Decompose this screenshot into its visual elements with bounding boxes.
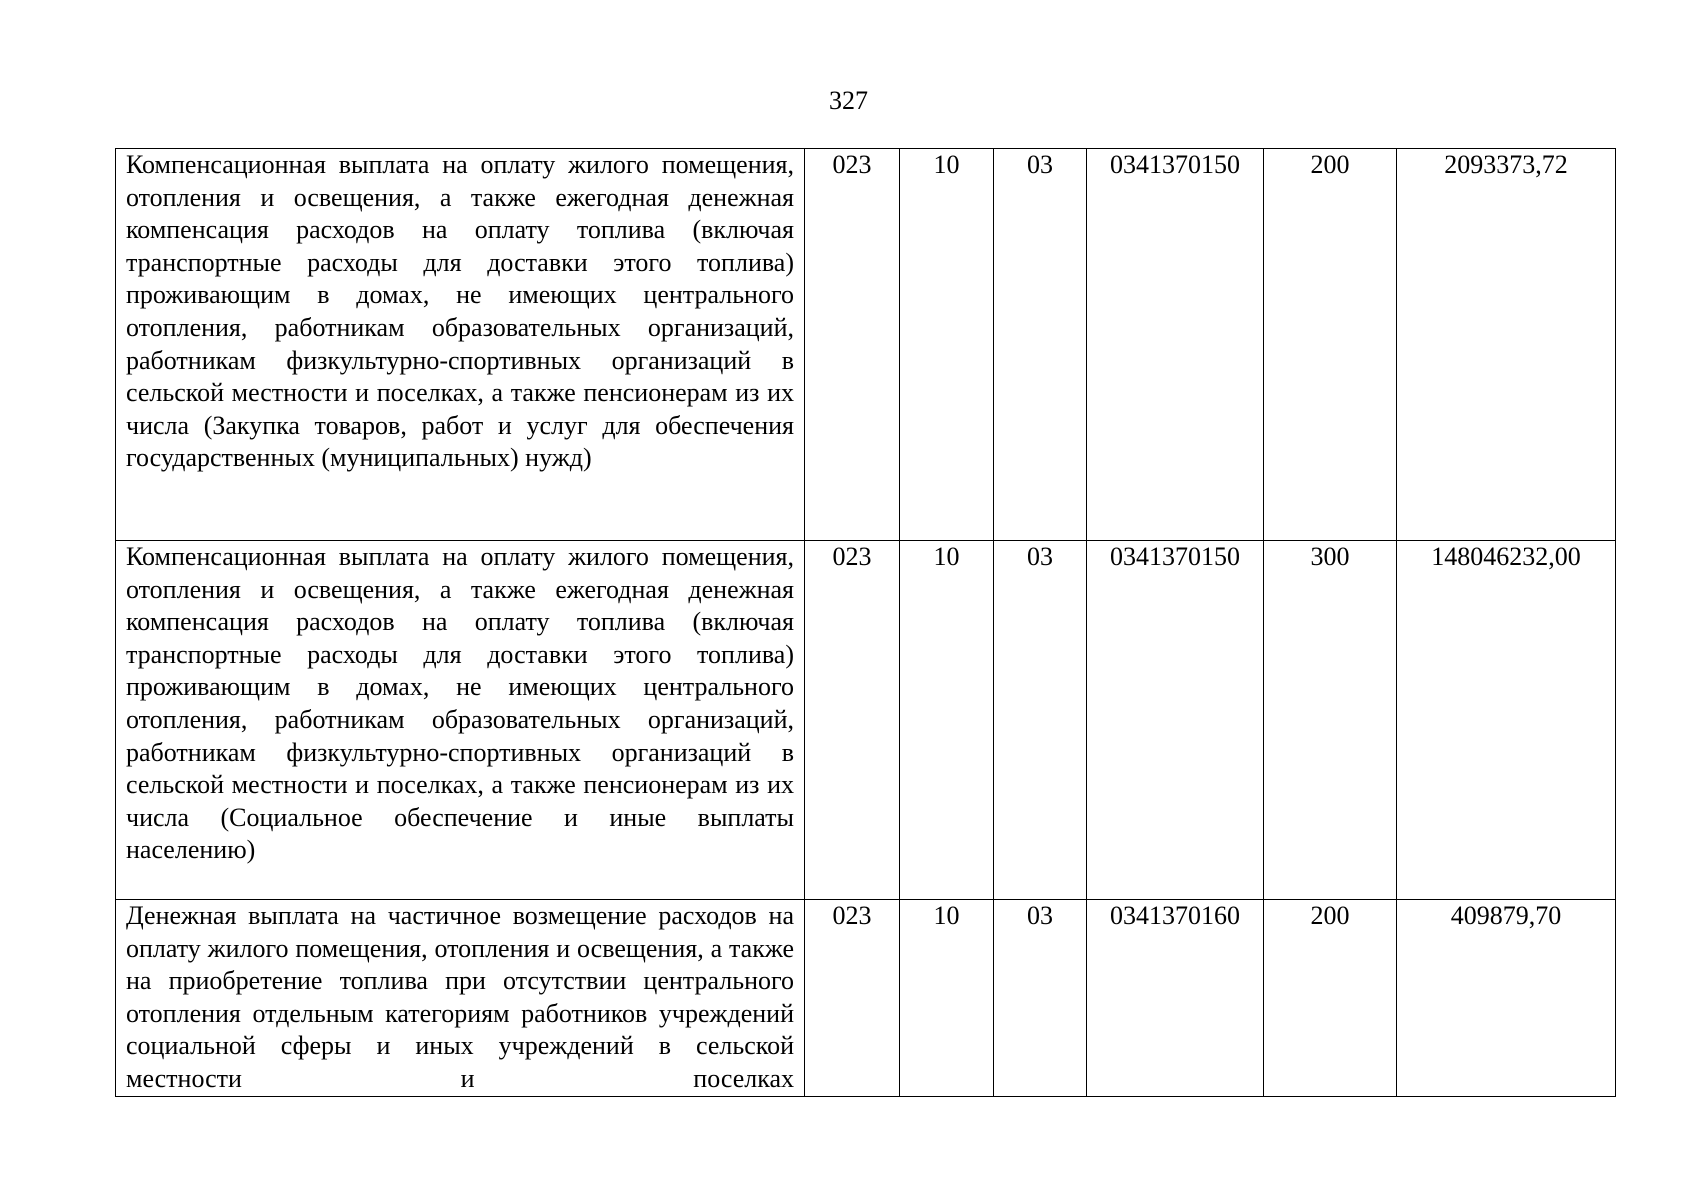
row-amount: 148046232,00 xyxy=(1397,541,1616,900)
row-amount: 409879,70 xyxy=(1397,900,1616,1097)
row-description: Денежная выплата на частичное возмещение расходов на оплату жилого помещения, отопления и освещения, а также на приобретение топлива при отсутствии центрального отопления отдельным категориям работников учреждений социальной сферы и иных учреждений в сельской местности и поселках xyxy=(116,900,805,1097)
budget-table xyxy=(115,148,1616,1097)
row-expense-type-code: 200 xyxy=(1264,149,1397,541)
row-target-article-code: 0341370150 xyxy=(1087,541,1264,900)
row-amount: 2093373,72 xyxy=(1397,149,1616,541)
row-section-code: 10 xyxy=(900,900,994,1097)
row-ved-code: 023 xyxy=(805,900,900,1097)
table-row xyxy=(116,541,1616,900)
row-subsection-code: 03 xyxy=(994,541,1087,900)
table-row xyxy=(116,900,1616,1097)
table-row xyxy=(116,149,1616,541)
row-subsection-code: 03 xyxy=(994,149,1087,541)
row-description: Компенсационная выплата на оплату жилого помещения, отопления и освещения, а также ежегодная денежная компенсация расходов на оплату топлива (включая транспортные расходы для доставки этого топлива) проживающим в домах, не имеющих центрального отопления, работникам образовательных организаций, работникам физкультурно-спортивных организаций в сельской местности и поселках, а также пенсионерам из их числа (Закупка товаров, работ и услуг для обеспечения государственных (муниципальных) нужд) xyxy=(116,149,805,541)
row-ved-code: 023 xyxy=(805,149,900,541)
row-target-article-code: 0341370160 xyxy=(1087,900,1264,1097)
row-ved-code: 023 xyxy=(805,541,900,900)
row-description: Компенсационная выплата на оплату жилого помещения, отопления и освещения, а также ежегодная денежная компенсация расходов на оплату топлива (включая транспортные расходы для доставки этого топлива) проживающим в домах, не имеющих центрального отопления, работникам образовательных организаций, работникам физкультурно-спортивных организаций в сельской местности и поселках, а также пенсионерам из их числа (Социальное обеспечение и иные выплаты населению) xyxy=(116,541,805,900)
row-section-code: 10 xyxy=(900,149,994,541)
row-expense-type-code: 200 xyxy=(1264,900,1397,1097)
row-subsection-code: 03 xyxy=(994,900,1087,1097)
page-number: 327 xyxy=(829,86,868,115)
row-expense-type-code: 300 xyxy=(1264,541,1397,900)
row-section-code: 10 xyxy=(900,541,994,900)
row-target-article-code: 0341370150 xyxy=(1087,149,1264,541)
